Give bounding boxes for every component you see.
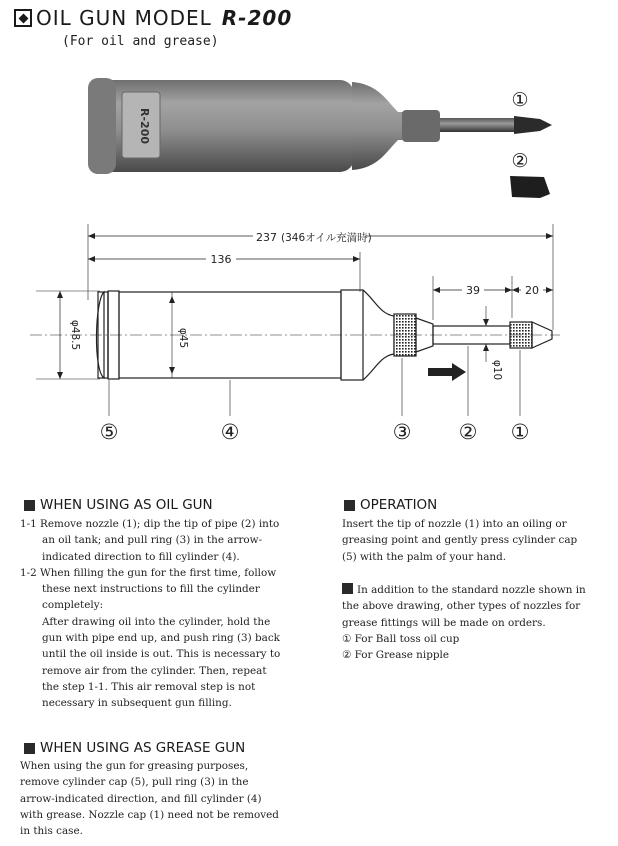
photo-callout-2: ② — [511, 150, 529, 172]
grease-gun-instructions — [20, 758, 282, 839]
photo-nozzle — [514, 116, 552, 134]
nozzle-option-2: ② For Grease nipple — [342, 649, 449, 662]
operation-heading-text: OPERATION — [360, 497, 438, 513]
nozzle-options — [342, 582, 588, 663]
dia-body-label: φ45 — [177, 327, 189, 349]
square-bullet-icon — [24, 500, 35, 511]
dim-39-label: 39 — [466, 284, 480, 297]
photo-nozzle-cap — [510, 176, 550, 198]
dim-total-label: 237 — [256, 231, 277, 244]
nozzle-note-text: In addition to the standard nozzle shown in the above drawing, other types of nozzles for grease fittings will be made on orders. — [342, 584, 586, 629]
square-bullet-icon — [344, 500, 355, 511]
title-model: R-200 — [221, 6, 293, 30]
square-bullet-icon — [342, 583, 353, 594]
grease-gun-heading-text: WHEN USING AS GREASE GUN — [40, 740, 246, 756]
page-subtitle: (For oil and grease) — [62, 34, 219, 49]
photo-taper — [352, 82, 406, 170]
dim-20-label: 20 — [525, 284, 539, 297]
operation-text — [342, 516, 588, 565]
nozzle-note — [342, 582, 588, 631]
step-1-1: 1-1 Remove nozzle (1); dip the tip of pipe (2) into an oil tank; and pull ring (3) in the arrow-indicated direction to fill cylinder (4). — [20, 518, 280, 563]
photo-cylinder-cap — [88, 78, 116, 174]
operation-body: Insert the tip of nozzle (1) into an oiling or greasing point and gently press cylinder cap (5) with the palm of your hand. — [342, 518, 578, 563]
photo-callout-1: ① — [511, 89, 529, 111]
part-label-3: ③ — [392, 420, 412, 444]
title-main: OIL GUN MODEL — [36, 6, 212, 30]
photo-ring — [402, 110, 440, 142]
part-label-5: ⑤ — [99, 420, 119, 444]
product-photo — [88, 78, 552, 198]
photo-pipe — [440, 118, 516, 132]
dia-pipe-label: φ10 — [491, 359, 503, 381]
oil-gun-heading-text: WHEN USING AS OIL GUN — [40, 497, 213, 513]
drawing-labels — [69, 228, 543, 444]
dim-total-note: (346オイル充満時) — [281, 232, 372, 244]
oil-gun-instructions — [20, 516, 282, 712]
part-label-4: ④ — [220, 420, 240, 444]
direction-arrow-icon — [428, 363, 466, 381]
nozzle-option-1: ① For Ball toss oil cup — [342, 632, 460, 645]
part-label-2: ② — [458, 420, 478, 444]
step-1-2: 1-2 When filling the gun for the first time, follow these next instructions to fill the cylinder completely: — [20, 566, 277, 612]
part-label-1: ① — [510, 420, 530, 444]
operation-heading — [344, 497, 437, 513]
dim-body-label: 136 — [210, 253, 232, 266]
step-1-2-detail: After drawing oil into the cylinder, hold the gun with pipe end up, and push ring (3) back until the oil inside is out. This is necessary to remove air from the cylinder. Then, repeat the step 1-1. This air removal step is not necessary in subsequent gun filling. — [42, 615, 281, 710]
technical-drawing — [30, 224, 560, 416]
photo-can-label-text: R-200 — [138, 108, 151, 144]
grease-gun-body: When using the gun for greasing purposes, remove cylinder cap (5), pull ring (3) in the arrow-indicated direction, and fill cylinder (4) with grease. Nozzle cap (1) need not be removed in this case. — [20, 760, 279, 838]
oil-gun-heading — [24, 497, 213, 513]
grease-gun-heading — [24, 740, 245, 756]
square-bullet-icon — [24, 743, 35, 754]
dia-cap-label: φ48.5 — [69, 319, 81, 351]
